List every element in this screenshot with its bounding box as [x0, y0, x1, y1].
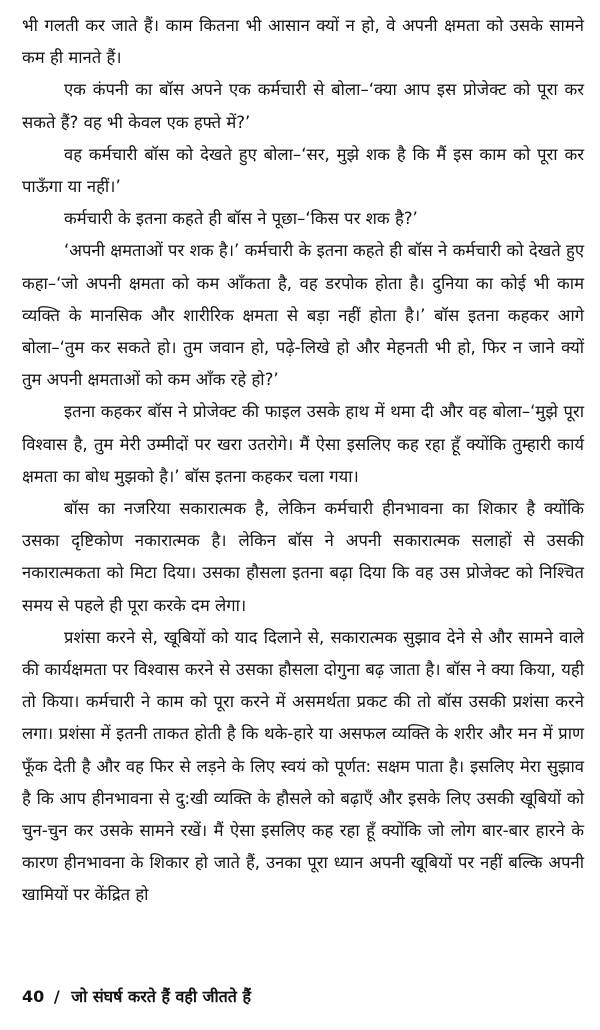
page-number: 40: [22, 987, 45, 1006]
footer-separator: /: [53, 987, 60, 1006]
paragraph-boss-asks: कर्मचारी के इतना कहते ही बॉस ने पूछा–‘किस पर शक है?’: [64, 209, 418, 229]
paragraph-employee-doubt: वह कर्मचारी बॉस को देखते हुए बोला–‘सर, मुझे शक है कि मैं इस काम को पूरा कर पाऊँगा या नहीं।’: [22, 144, 584, 197]
book-title: जो संघर्ष करते हैं वही जीतते हैं: [71, 987, 251, 1006]
paragraph-praise-power: प्रशंसा करने से, खूबियों को याद दिलाने से, सकारात्मक सुझाव देने से और सामने वाले की कार्यक्षमता पर विश्वास करने से उसका हौसला दोगुना बढ़ जाता है। बॉस ने क्या किया, यही तो किया। कर्मचारी ने काम को पूरा करने में असमर्थता प्रकट की तो बॉस उसकी प्रशंसा करने लगा। प्रशंसा में इतनी ताकत होती है कि थके-हारे या असफल व्यक्ति के शरीर और मन में प्राण फूँक देती है और वह फिर से लड़ने के लिए स्वयं को पूर्णत: सक्षम पाता है। इसलिए मेरा सुझाव है कि आप हीनभावना से दु:खी व्यक्ति के हौसले को बढ़ाएँ और इसके लिए उसकी खूबियों को चुन-चुन कर उसके सामने रखें। मैं ऐसा इसलिए कह रहा हूँ क्योंकि जो लोग बार-बार हारने के कारण हीनभावना के शिकार हो जाते हैं, उनका पूरा ध्यान अपनी खूबियों पर नहीं बल्कि अपनी खामियों पर केंद्रित हो: [22, 627, 584, 905]
page-footer: [22, 984, 582, 1010]
paragraph-positive-attitude: बॉस का नजरिया सकारात्मक है, लेकिन कर्मचारी हीनभावना का शिकार है क्योंकि उसका दृष्टिकोण नकारात्मक है। लेकिन बॉस ने अपनी सकारात्मक सलाहों से उसकी नकारात्मकता को मिटा दिया। उसका हौसला इतना बढ़ा दिया कि वह उस प्रोजेक्ट को निश्चित समय से पहले ही पूरा करके दम लेगा।: [22, 499, 584, 615]
page-body-text: [22, 10, 584, 912]
paragraph-boss-trust: इतना कहकर बॉस ने प्रोजेक्ट की फाइल उसके हाथ में थमा दी और वह बोला–‘मुझे पूरा विश्वास है, तुम मेरी उम्मीदों पर खरा उतरोगे। मैं ऐसा इसलिए कह रहा हूँ क्योंकि तुम्हारी कार्य क्षमता का बोध मुझको है।’ बॉस इतना कहकर चला गया।: [22, 402, 584, 486]
paragraph-capability-doubt: ‘अपनी क्षमताओं पर शक है।’ कर्मचारी के इतना कहते ही बॉस ने कर्मचारी को देखते हुए कहा–‘जो अपनी क्षमता को कम आँकता है, वह डरपोक होता है। दुनिया का कोई भी काम व्यक्ति के मानसिक और शारीरिक क्षमता से बड़ा नहीं होता है।’ बॉस इतना कहकर आगे बोला–‘तुम कर सकते हो। तुम जवान हो, पढ़े-लिखे हो और मेहनती भी हो, फिर न जाने क्यों तुम अपनी क्षमताओं को कम आँक रहे हो?’: [22, 241, 584, 390]
paragraph-boss-question: एक कंपनी का बॉस अपने एक कर्मचारी से बोला–‘क्या आप इस प्रोजेक्ट को पूरा कर सकते हैं? वह भी केवल एक हफ्ते में?’: [22, 80, 584, 132]
paragraph-continuation: भी गलती कर जाते हैं। काम कितना भी आसान क्यों न हो, वे अपनी क्षमता को उसके सामने कम ही मानते हैं।: [22, 16, 584, 68]
